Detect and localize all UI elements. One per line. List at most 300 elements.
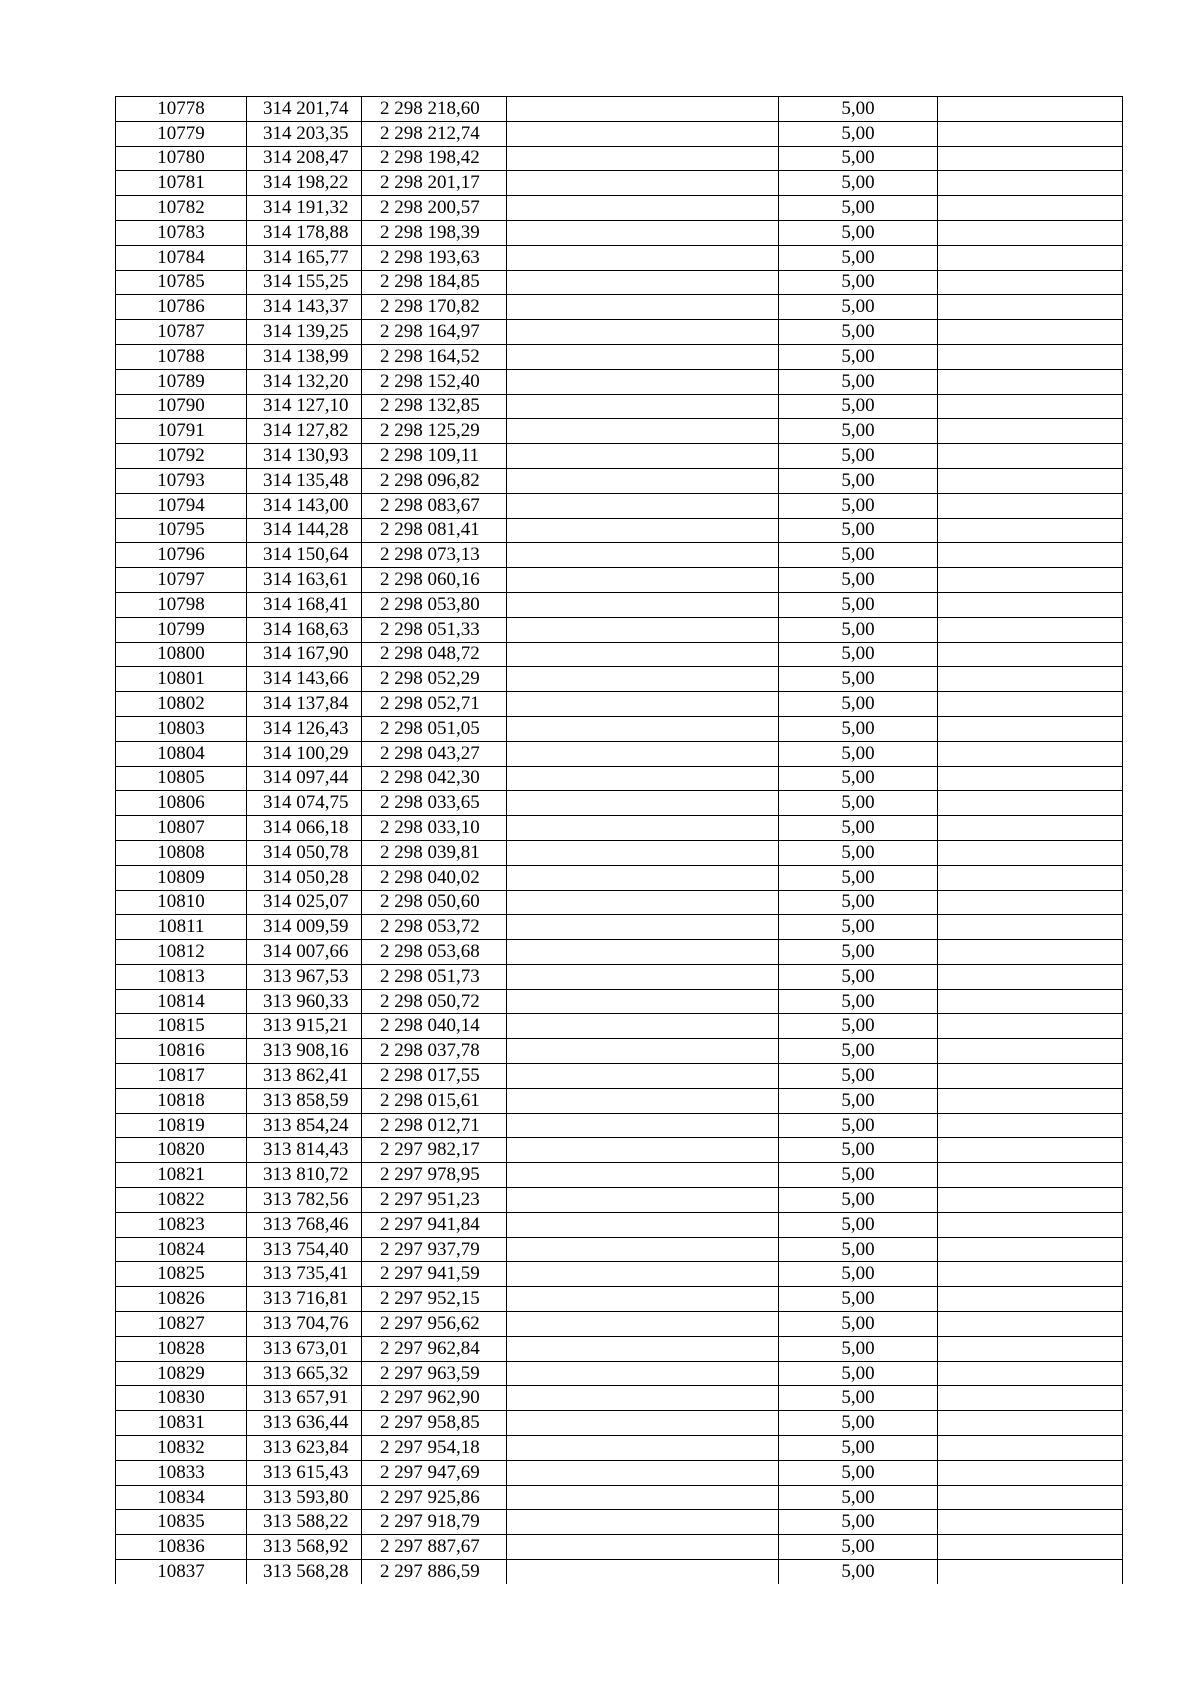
y-coordinate-cell: 2 298 043,27	[362, 741, 507, 766]
table-row	[116, 692, 1123, 717]
blank-cell	[938, 543, 1123, 568]
x-coordinate-cell: 314 168,41	[247, 592, 362, 617]
blank-cell	[507, 1510, 779, 1535]
value-cell: 5,00	[779, 766, 938, 791]
y-coordinate-cell: 2 297 956,62	[362, 1312, 507, 1337]
value-cell: 5,00	[779, 890, 938, 915]
coordinates-table	[115, 96, 1123, 1584]
blank-cell	[507, 1237, 779, 1262]
point-number-cell: 10813	[116, 964, 247, 989]
y-coordinate-cell: 2 297 886,59	[362, 1560, 507, 1584]
value-cell: 5,00	[779, 1287, 938, 1312]
value-cell: 5,00	[779, 667, 938, 692]
x-coordinate-cell: 313 960,33	[247, 989, 362, 1014]
point-number-cell: 10817	[116, 1064, 247, 1089]
point-number-cell: 10784	[116, 245, 247, 270]
value-cell: 5,00	[779, 97, 938, 122]
blank-cell	[938, 840, 1123, 865]
table-row	[116, 940, 1123, 965]
value-cell: 5,00	[779, 915, 938, 940]
y-coordinate-cell: 2 298 164,97	[362, 320, 507, 345]
y-coordinate-cell: 2 298 042,30	[362, 766, 507, 791]
y-coordinate-cell: 2 298 039,81	[362, 840, 507, 865]
point-number-cell: 10792	[116, 444, 247, 469]
point-number-cell: 10797	[116, 568, 247, 593]
blank-cell	[938, 1188, 1123, 1213]
x-coordinate-cell: 314 168,63	[247, 617, 362, 642]
blank-cell	[938, 1262, 1123, 1287]
x-coordinate-cell: 313 704,76	[247, 1312, 362, 1337]
point-number-cell: 10828	[116, 1336, 247, 1361]
blank-cell	[507, 121, 779, 146]
blank-cell	[507, 1064, 779, 1089]
blank-cell	[938, 493, 1123, 518]
y-coordinate-cell: 2 298 033,65	[362, 791, 507, 816]
point-number-cell: 10820	[116, 1138, 247, 1163]
table-row	[116, 1436, 1123, 1461]
blank-cell	[938, 1237, 1123, 1262]
value-cell: 5,00	[779, 270, 938, 295]
blank-cell	[507, 940, 779, 965]
x-coordinate-cell: 314 139,25	[247, 320, 362, 345]
value-cell: 5,00	[779, 1088, 938, 1113]
x-coordinate-cell: 314 167,90	[247, 642, 362, 667]
table-row	[116, 592, 1123, 617]
x-coordinate-cell: 314 100,29	[247, 741, 362, 766]
blank-cell	[507, 1039, 779, 1064]
blank-cell	[507, 1411, 779, 1436]
table-row	[116, 1113, 1123, 1138]
y-coordinate-cell: 2 298 017,55	[362, 1064, 507, 1089]
blank-cell	[938, 444, 1123, 469]
blank-cell	[507, 692, 779, 717]
table-row	[116, 791, 1123, 816]
blank-cell	[507, 816, 779, 841]
table-row	[116, 1336, 1123, 1361]
x-coordinate-cell: 313 665,32	[247, 1361, 362, 1386]
value-cell: 5,00	[779, 444, 938, 469]
table-row	[116, 1312, 1123, 1337]
y-coordinate-cell: 2 297 963,59	[362, 1361, 507, 1386]
y-coordinate-cell: 2 298 109,11	[362, 444, 507, 469]
table-row	[116, 766, 1123, 791]
y-coordinate-cell: 2 298 053,72	[362, 915, 507, 940]
blank-cell	[507, 865, 779, 890]
blank-cell	[507, 1088, 779, 1113]
blank-cell	[938, 1014, 1123, 1039]
point-number-cell: 10786	[116, 295, 247, 320]
blank-cell	[507, 1014, 779, 1039]
value-cell: 5,00	[779, 716, 938, 741]
y-coordinate-cell: 2 298 050,60	[362, 890, 507, 915]
value-cell: 5,00	[779, 1485, 938, 1510]
point-number-cell: 10827	[116, 1312, 247, 1337]
value-cell: 5,00	[779, 1212, 938, 1237]
y-coordinate-cell: 2 298 053,68	[362, 940, 507, 965]
value-cell: 5,00	[779, 1312, 938, 1337]
table-row	[116, 394, 1123, 419]
point-number-cell: 10837	[116, 1560, 247, 1584]
blank-cell	[507, 1361, 779, 1386]
blank-cell	[938, 245, 1123, 270]
value-cell: 5,00	[779, 1336, 938, 1361]
blank-cell	[507, 1188, 779, 1213]
blank-cell	[507, 890, 779, 915]
value-cell: 5,00	[779, 692, 938, 717]
table-row	[116, 245, 1123, 270]
blank-cell	[938, 468, 1123, 493]
table-row	[116, 1560, 1123, 1584]
value-cell: 5,00	[779, 320, 938, 345]
value-cell: 5,00	[779, 1138, 938, 1163]
blank-cell	[507, 196, 779, 221]
blank-cell	[938, 642, 1123, 667]
x-coordinate-cell: 313 854,24	[247, 1113, 362, 1138]
blank-cell	[507, 1386, 779, 1411]
value-cell: 5,00	[779, 394, 938, 419]
point-number-cell: 10804	[116, 741, 247, 766]
value-cell: 5,00	[779, 617, 938, 642]
blank-cell	[507, 1287, 779, 1312]
point-number-cell: 10830	[116, 1386, 247, 1411]
value-cell: 5,00	[779, 1188, 938, 1213]
table-row	[116, 369, 1123, 394]
blank-cell	[507, 419, 779, 444]
y-coordinate-cell: 2 298 052,29	[362, 667, 507, 692]
blank-cell	[507, 716, 779, 741]
blank-cell	[507, 766, 779, 791]
blank-cell	[938, 890, 1123, 915]
y-coordinate-cell: 2 297 954,18	[362, 1436, 507, 1461]
value-cell: 5,00	[779, 1039, 938, 1064]
x-coordinate-cell: 313 657,91	[247, 1386, 362, 1411]
table-row	[116, 865, 1123, 890]
blank-cell	[938, 1312, 1123, 1337]
value-cell: 5,00	[779, 1237, 938, 1262]
blank-cell	[938, 1064, 1123, 1089]
x-coordinate-cell: 313 716,81	[247, 1287, 362, 1312]
blank-cell	[938, 1386, 1123, 1411]
x-coordinate-cell: 313 915,21	[247, 1014, 362, 1039]
value-cell: 5,00	[779, 1064, 938, 1089]
value-cell: 5,00	[779, 940, 938, 965]
y-coordinate-cell: 2 298 051,73	[362, 964, 507, 989]
table-row	[116, 468, 1123, 493]
point-number-cell: 10832	[116, 1436, 247, 1461]
table-row	[116, 964, 1123, 989]
x-coordinate-cell: 313 568,92	[247, 1535, 362, 1560]
blank-cell	[507, 568, 779, 593]
blank-cell	[938, 97, 1123, 122]
y-coordinate-cell: 2 298 033,10	[362, 816, 507, 841]
blank-cell	[507, 493, 779, 518]
blank-cell	[938, 1212, 1123, 1237]
y-coordinate-cell: 2 298 060,16	[362, 568, 507, 593]
point-number-cell: 10788	[116, 344, 247, 369]
point-number-cell: 10791	[116, 419, 247, 444]
table-row	[116, 270, 1123, 295]
blank-cell	[507, 1336, 779, 1361]
value-cell: 5,00	[779, 369, 938, 394]
blank-cell	[938, 766, 1123, 791]
blank-cell	[507, 344, 779, 369]
blank-cell	[938, 369, 1123, 394]
x-coordinate-cell: 313 673,01	[247, 1336, 362, 1361]
blank-cell	[938, 171, 1123, 196]
table-row	[116, 1386, 1123, 1411]
y-coordinate-cell: 2 298 212,74	[362, 121, 507, 146]
blank-cell	[507, 1560, 779, 1584]
value-cell: 5,00	[779, 989, 938, 1014]
y-coordinate-cell: 2 298 125,29	[362, 419, 507, 444]
x-coordinate-cell: 314 050,28	[247, 865, 362, 890]
point-number-cell: 10790	[116, 394, 247, 419]
blank-cell	[507, 617, 779, 642]
blank-cell	[938, 1411, 1123, 1436]
blank-cell	[938, 394, 1123, 419]
y-coordinate-cell: 2 298 040,02	[362, 865, 507, 890]
point-number-cell: 10780	[116, 146, 247, 171]
point-number-cell: 10821	[116, 1163, 247, 1188]
value-cell: 5,00	[779, 196, 938, 221]
x-coordinate-cell: 314 050,78	[247, 840, 362, 865]
table-row	[116, 667, 1123, 692]
x-coordinate-cell: 314 126,43	[247, 716, 362, 741]
y-coordinate-cell: 2 298 152,40	[362, 369, 507, 394]
blank-cell	[938, 196, 1123, 221]
x-coordinate-cell: 314 201,74	[247, 97, 362, 122]
blank-cell	[938, 1460, 1123, 1485]
x-coordinate-cell: 313 782,56	[247, 1188, 362, 1213]
table-row	[116, 741, 1123, 766]
blank-cell	[938, 295, 1123, 320]
x-coordinate-cell: 313 858,59	[247, 1088, 362, 1113]
y-coordinate-cell: 2 298 073,13	[362, 543, 507, 568]
table-row	[116, 816, 1123, 841]
value-cell: 5,00	[779, 121, 938, 146]
point-number-cell: 10822	[116, 1188, 247, 1213]
blank-cell	[507, 989, 779, 1014]
x-coordinate-cell: 314 143,66	[247, 667, 362, 692]
point-number-cell: 10808	[116, 840, 247, 865]
value-cell: 5,00	[779, 493, 938, 518]
point-number-cell: 10781	[116, 171, 247, 196]
blank-cell	[507, 1163, 779, 1188]
point-number-cell: 10798	[116, 592, 247, 617]
x-coordinate-cell: 314 127,82	[247, 419, 362, 444]
x-coordinate-cell: 314 132,20	[247, 369, 362, 394]
point-number-cell: 10807	[116, 816, 247, 841]
table-row	[116, 196, 1123, 221]
table-row	[116, 97, 1123, 122]
point-number-cell: 10815	[116, 1014, 247, 1039]
y-coordinate-cell: 2 298 184,85	[362, 270, 507, 295]
x-coordinate-cell: 314 066,18	[247, 816, 362, 841]
point-number-cell: 10833	[116, 1460, 247, 1485]
point-number-cell: 10802	[116, 692, 247, 717]
point-number-cell: 10805	[116, 766, 247, 791]
y-coordinate-cell: 2 297 982,17	[362, 1138, 507, 1163]
point-number-cell: 10782	[116, 196, 247, 221]
blank-cell	[507, 171, 779, 196]
value-cell: 5,00	[779, 816, 938, 841]
value-cell: 5,00	[779, 1361, 938, 1386]
blank-cell	[938, 419, 1123, 444]
table-row	[116, 989, 1123, 1014]
blank-cell	[507, 444, 779, 469]
y-coordinate-cell: 2 297 952,15	[362, 1287, 507, 1312]
x-coordinate-cell: 314 198,22	[247, 171, 362, 196]
y-coordinate-cell: 2 298 051,33	[362, 617, 507, 642]
blank-cell	[507, 97, 779, 122]
value-cell: 5,00	[779, 840, 938, 865]
point-number-cell: 10814	[116, 989, 247, 1014]
point-number-cell: 10779	[116, 121, 247, 146]
x-coordinate-cell: 314 143,00	[247, 493, 362, 518]
point-number-cell: 10803	[116, 716, 247, 741]
blank-cell	[507, 964, 779, 989]
y-coordinate-cell: 2 297 947,69	[362, 1460, 507, 1485]
y-coordinate-cell: 2 297 925,86	[362, 1485, 507, 1510]
table-row	[116, 642, 1123, 667]
table-row	[116, 121, 1123, 146]
value-cell: 5,00	[779, 1460, 938, 1485]
point-number-cell: 10783	[116, 220, 247, 245]
blank-cell	[938, 1088, 1123, 1113]
blank-cell	[938, 617, 1123, 642]
value-cell: 5,00	[779, 1411, 938, 1436]
point-number-cell: 10812	[116, 940, 247, 965]
blank-cell	[938, 1436, 1123, 1461]
blank-cell	[507, 667, 779, 692]
point-number-cell: 10795	[116, 518, 247, 543]
blank-cell	[507, 369, 779, 394]
point-number-cell: 10794	[116, 493, 247, 518]
blank-cell	[938, 989, 1123, 1014]
y-coordinate-cell: 2 297 918,79	[362, 1510, 507, 1535]
table-row	[116, 890, 1123, 915]
table-row	[116, 1188, 1123, 1213]
table-row	[116, 568, 1123, 593]
y-coordinate-cell: 2 298 051,05	[362, 716, 507, 741]
point-number-cell: 10811	[116, 915, 247, 940]
x-coordinate-cell: 314 150,64	[247, 543, 362, 568]
point-number-cell: 10836	[116, 1535, 247, 1560]
y-coordinate-cell: 2 297 941,84	[362, 1212, 507, 1237]
blank-cell	[938, 816, 1123, 841]
blank-cell	[938, 667, 1123, 692]
value-cell: 5,00	[779, 1113, 938, 1138]
point-number-cell: 10801	[116, 667, 247, 692]
y-coordinate-cell: 2 298 050,72	[362, 989, 507, 1014]
blank-cell	[507, 741, 779, 766]
x-coordinate-cell: 314 097,44	[247, 766, 362, 791]
blank-cell	[938, 692, 1123, 717]
value-cell: 5,00	[779, 146, 938, 171]
point-number-cell: 10816	[116, 1039, 247, 1064]
y-coordinate-cell: 2 298 164,52	[362, 344, 507, 369]
x-coordinate-cell: 314 208,47	[247, 146, 362, 171]
table-row	[116, 543, 1123, 568]
point-number-cell: 10789	[116, 369, 247, 394]
blank-cell	[507, 840, 779, 865]
blank-cell	[938, 1113, 1123, 1138]
value-cell: 5,00	[779, 1163, 938, 1188]
blank-cell	[938, 1485, 1123, 1510]
x-coordinate-cell: 314 191,32	[247, 196, 362, 221]
blank-cell	[938, 568, 1123, 593]
blank-cell	[507, 220, 779, 245]
x-coordinate-cell: 313 615,43	[247, 1460, 362, 1485]
table-row	[116, 146, 1123, 171]
value-cell: 5,00	[779, 518, 938, 543]
point-number-cell: 10826	[116, 1287, 247, 1312]
y-coordinate-cell: 2 298 200,57	[362, 196, 507, 221]
blank-cell	[938, 146, 1123, 171]
blank-cell	[507, 592, 779, 617]
y-coordinate-cell: 2 298 037,78	[362, 1039, 507, 1064]
table-row	[116, 220, 1123, 245]
point-number-cell: 10800	[116, 642, 247, 667]
table-row	[116, 493, 1123, 518]
blank-cell	[938, 270, 1123, 295]
y-coordinate-cell: 2 298 052,71	[362, 692, 507, 717]
value-cell: 5,00	[779, 344, 938, 369]
y-coordinate-cell: 2 297 951,23	[362, 1188, 507, 1213]
blank-cell	[938, 1510, 1123, 1535]
blank-cell	[507, 915, 779, 940]
table-row	[116, 344, 1123, 369]
value-cell: 5,00	[779, 592, 938, 617]
blank-cell	[938, 1163, 1123, 1188]
x-coordinate-cell: 314 144,28	[247, 518, 362, 543]
blank-cell	[938, 1535, 1123, 1560]
table-row	[116, 1163, 1123, 1188]
x-coordinate-cell: 314 130,93	[247, 444, 362, 469]
blank-cell	[507, 642, 779, 667]
y-coordinate-cell: 2 298 096,82	[362, 468, 507, 493]
x-coordinate-cell: 313 814,43	[247, 1138, 362, 1163]
value-cell: 5,00	[779, 1510, 938, 1535]
x-coordinate-cell: 313 810,72	[247, 1163, 362, 1188]
y-coordinate-cell: 2 298 132,85	[362, 394, 507, 419]
blank-cell	[507, 468, 779, 493]
blank-cell	[938, 320, 1123, 345]
x-coordinate-cell: 314 155,25	[247, 270, 362, 295]
x-coordinate-cell: 313 636,44	[247, 1411, 362, 1436]
x-coordinate-cell: 314 165,77	[247, 245, 362, 270]
table-row	[116, 915, 1123, 940]
x-coordinate-cell: 314 135,48	[247, 468, 362, 493]
table-row	[116, 1237, 1123, 1262]
blank-cell	[938, 865, 1123, 890]
blank-cell	[507, 1460, 779, 1485]
blank-cell	[938, 1336, 1123, 1361]
value-cell: 5,00	[779, 568, 938, 593]
blank-cell	[507, 295, 779, 320]
value-cell: 5,00	[779, 543, 938, 568]
value-cell: 5,00	[779, 171, 938, 196]
blank-cell	[507, 518, 779, 543]
value-cell: 5,00	[779, 791, 938, 816]
y-coordinate-cell: 2 298 048,72	[362, 642, 507, 667]
blank-cell	[507, 1312, 779, 1337]
y-coordinate-cell: 2 297 937,79	[362, 1237, 507, 1262]
y-coordinate-cell: 2 297 962,84	[362, 1336, 507, 1361]
point-number-cell: 10819	[116, 1113, 247, 1138]
y-coordinate-cell: 2 298 040,14	[362, 1014, 507, 1039]
value-cell: 5,00	[779, 419, 938, 444]
